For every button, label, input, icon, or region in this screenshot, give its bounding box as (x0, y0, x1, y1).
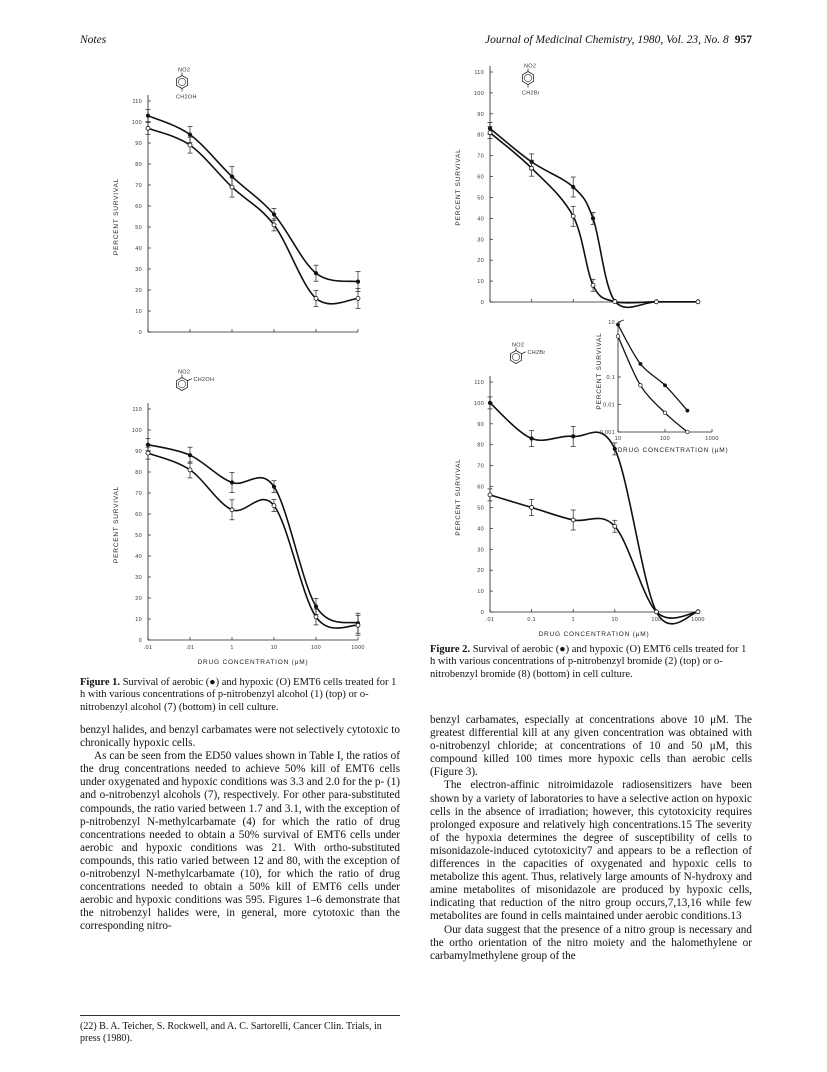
figure2-caption (430, 644, 752, 681)
x-tick-label: .01 (185, 645, 195, 651)
y-tick-label: 50 (135, 533, 142, 539)
inset-aerobic-point (639, 362, 643, 366)
y-tick-label: 110 (132, 99, 142, 105)
inset-hypoxic-point (686, 430, 690, 434)
y-tick-label: 90 (135, 449, 142, 455)
hypoxic-point (654, 300, 658, 304)
hypoxic-point (613, 524, 617, 528)
figure2-caption-label: Figure 2. (430, 644, 471, 655)
benzene-structure-icon (510, 343, 545, 364)
inset-hypoxic-point (639, 383, 643, 387)
hypoxic-point (488, 493, 492, 497)
y-tick-label: 70 (135, 491, 142, 497)
y-tick-label: 40 (135, 246, 142, 252)
benzene-ring (176, 76, 187, 89)
y-tick-label: 100 (131, 120, 142, 126)
y-axis-label: PERCENT SURVIVAL (113, 177, 120, 256)
hypoxic-point (696, 610, 700, 614)
hypoxic-point (230, 508, 234, 512)
aerobic-point (230, 480, 234, 484)
y-tick-label: 70 (477, 463, 484, 470)
journal-citation: Journal of Medicinal Chemistry, 1980, Vol. 23, No. 8 (485, 34, 729, 46)
y-tick-label: 60 (135, 512, 142, 518)
benzene-structure-icon (176, 370, 214, 391)
y-tick-label: 30 (477, 547, 484, 554)
x-tick-label: 100 (651, 617, 662, 623)
y-tick-label: 10 (135, 617, 142, 623)
x-tick-label: 1000 (691, 617, 705, 623)
aerobic-point (613, 447, 617, 451)
hypoxic-point (272, 504, 276, 508)
running-head-section: Notes (80, 34, 107, 46)
aromatic-circle (524, 74, 531, 81)
hypoxic-curve (490, 495, 698, 618)
hypoxic-point (146, 451, 150, 455)
bond-line (188, 379, 192, 381)
aerobic-point (146, 443, 150, 447)
substituent-no2-label: NO2 (524, 63, 537, 70)
aerobic-point (314, 604, 318, 608)
benzene-structure-icon (522, 64, 540, 97)
x-axis-label: DRUG CONCENTRATION (μM) (538, 631, 650, 638)
aerobic-point (272, 212, 276, 216)
inset-aerobic-point (686, 409, 690, 413)
y-tick-label: 100 (473, 400, 484, 407)
aerobic-point (314, 271, 318, 275)
inset-hypoxic-point (616, 335, 620, 339)
y-tick-label: 30 (477, 237, 484, 244)
hypoxic-point (272, 223, 276, 227)
hypoxic-point (530, 505, 534, 509)
footnote: (22) B. A. Teicher, S. Rockwell, and A. C. Sartorelli, Cancer Clin. Trials, in press (1980). (80, 1021, 382, 1044)
figure1-caption-text: Survival of aerobic (●) and hypoxic (O) EMT6 cells treated for 1 h with various concentrations of p-nitrobenzyl alcohol (1) (top) or o-nitrobenzyl alcohol (7) (bottom) in cell culture. (80, 677, 397, 713)
inset-y-tick-label: 0.1 (606, 375, 615, 381)
hypoxic-point (591, 283, 595, 287)
hypoxic-point (356, 296, 360, 300)
y-tick-label: 100 (131, 428, 142, 434)
benzene-structure-icon (176, 68, 197, 101)
inset-x-tick-label: 100 (659, 436, 671, 442)
y-tick-label: 80 (477, 442, 484, 449)
y-tick-label: 90 (477, 111, 484, 118)
inset-aerobic-curve (618, 325, 687, 411)
inset-hypoxic-curve (618, 336, 687, 432)
inset-y-tick-label: 0.01 (603, 402, 615, 409)
inset-hypoxic-point (663, 411, 667, 415)
left-paragraph-1: benzyl halides, and benzyl carbamates were not selectively cytotoxic to chronically hypoxic cells. (80, 724, 400, 750)
y-tick-label: 50 (477, 505, 484, 512)
x-tick-label: 1 (571, 617, 575, 623)
inset-x-tick-label: 1000 (705, 436, 719, 442)
y-tick-label: 30 (135, 575, 142, 581)
y-tick-label: 20 (135, 596, 142, 602)
substituent-no2-label: NO2 (512, 342, 525, 349)
x-tick-label: 100 (310, 645, 322, 651)
aerobic-point (188, 453, 192, 457)
inset-y-tick-label: 10 (608, 320, 615, 326)
y-tick-label: 30 (135, 267, 142, 273)
y-tick-label: 10 (477, 589, 484, 596)
y-tick-label: 60 (135, 204, 142, 210)
hypoxic-point (188, 468, 192, 472)
benzene-ring (522, 72, 533, 85)
inset-x-tick-label: 10 (614, 436, 622, 442)
y-tick-label: 20 (135, 288, 142, 294)
y-tick-label: 110 (474, 70, 484, 76)
inset-x-axis-label: DRUG CONCENTRATION (μM) (617, 447, 729, 454)
figure1-caption (80, 677, 400, 714)
substituent-no2-label: NO2 (178, 67, 191, 74)
aerobic-point (272, 485, 276, 489)
hypoxic-point (613, 300, 617, 304)
inset-aerobic-point (663, 383, 667, 387)
y-tick-label: 90 (477, 421, 484, 428)
x-tick-label: 1 (230, 645, 234, 651)
hypoxic-point (696, 300, 700, 304)
y-tick-label: 0 (480, 300, 484, 306)
y-tick-label: 80 (477, 132, 484, 139)
y-tick-label: 80 (135, 470, 142, 476)
substituent-ch2-label: CH2OH (193, 376, 215, 383)
left-paragraph-2: As can be seen from the ED50 values shown in Table I, the ratios of the drug concentrations needed to achieve 50% kill of EMT6 cells under oxygenated and hypoxic conditions was 3.3 and 2.0 for the p- (1) and o-nitrobenzyl alcohols (7), respectively. For other para-substituted compounds, the ratio varied between 1.7 and 3.1, with the exception of p-nitrobenzyl N-methylcarbamate (4) for which the ratio of drug concentrations needed to obtain a 50% survival of EMT6 cells under aerobic and hypoxic conditions was 21. With ortho-substituted compounds, this ratio varied between 12 and 80, with the exception of o-nitrobenzyl N-methylcarbamate (10), for which the ratio of drug concentrations needed to obtain a 50% kill of EMT6 cells under aerobic and hypoxic conditions was 595. Figures 1–6 demonstrate that the nitrobenzyl halides were, in general, more cytotoxic than the corresponding nitro- (80, 750, 401, 933)
right-paragraph-3: Our data suggest that the presence of a nitro group is necessary and the ortho orientation of the nitro moiety and the halomethylene or carbamylmethylene group of the (430, 923, 752, 962)
y-tick-label: 110 (132, 407, 142, 413)
aerobic-point (356, 280, 360, 284)
hypoxic-point (530, 166, 534, 170)
y-tick-label: 10 (477, 279, 484, 286)
aromatic-circle (512, 353, 519, 360)
y-tick-label: 0 (480, 610, 484, 616)
aerobic-curve (148, 116, 358, 282)
aerobic-point (591, 216, 595, 220)
aerobic-curve (148, 445, 358, 624)
y-tick-label: 40 (477, 216, 484, 223)
y-axis-label: PERCENT SURVIVAL (455, 458, 462, 536)
aerobic-point (146, 114, 150, 118)
x-tick-label: 0.1 (527, 617, 536, 623)
y-tick-label: 70 (135, 183, 142, 189)
substituent-ch2-label: CH2OH (176, 94, 197, 101)
aromatic-circle (178, 78, 185, 85)
x-tick-label: 10 (270, 645, 278, 651)
benzene-ring (176, 378, 187, 391)
x-tick-label: 1000 (351, 645, 365, 651)
hypoxic-point (146, 126, 150, 130)
y-tick-label: 40 (135, 554, 142, 560)
hypoxic-point (488, 131, 492, 135)
x-tick-label: 10 (611, 617, 619, 623)
right-paragraph-2: The electron-affinic nitroimidazole radiosensitizers have been shown by a variety of laboratories to have a selective action on hypoxic cells in the absence of irradiation; however, this cytotoxicity requires prolonged exposure and relatively high concentrations.15 The severity of the hypoxia determines the degree of susceptibility of cells to misonidazole-induced cytotoxicity7 and appears to be a reflection of differences in the capacities of oxygenated and hypoxic cells to metabolize this agent. Thus, relatively large amounts of N-hydroxy and amine metabolites of misonidazole are produced by hypoxic cells, indicating that reduction of the nitro group occurs,7,13,16 while few metabolites are found in cells maintained under aerobic conditions.13 (430, 779, 752, 923)
substituent-ch2-label: CH2Br (522, 90, 541, 97)
y-tick-label: 0 (138, 330, 142, 336)
right-paragraph-1: benzyl carbamates, especially at concentrations above 10 μM. The greatest differential kill at any given concentration was obtained with o-nitrobenzyl chloride; at concentrations of 10 and 50 μM, this compound killed 100 times more hypoxic cells than aerobic cells (Figure 3). (430, 714, 752, 779)
y-tick-label: 20 (477, 258, 484, 265)
y-tick-label: 10 (135, 309, 142, 315)
y-tick-label: 100 (473, 90, 484, 97)
x-axis-label: DRUG CONCENTRATION (μM) (197, 659, 309, 666)
hypoxic-point (188, 143, 192, 147)
hypoxic-point (571, 214, 575, 218)
footnote-rule (80, 1015, 400, 1016)
y-tick-label: 80 (135, 162, 142, 168)
substituent-ch2-label: CH2Br (527, 349, 546, 356)
y-tick-label: 110 (474, 380, 484, 386)
hypoxic-point (356, 623, 360, 627)
substituent-no2-label: NO2 (178, 369, 191, 376)
inset-y-tick-label: 0.001 (599, 430, 615, 436)
y-tick-label: 50 (135, 225, 142, 231)
inset-aerobic-point (616, 323, 620, 327)
bond-line (522, 352, 526, 354)
hypoxic-point (571, 518, 575, 522)
aerobic-point (571, 185, 575, 189)
aerobic-point (530, 436, 534, 440)
y-tick-label: 50 (477, 195, 484, 202)
y-tick-label: 40 (477, 526, 484, 533)
right-column-text (430, 714, 752, 963)
hypoxic-point (314, 296, 318, 300)
hypoxic-point (314, 615, 318, 619)
y-axis-label: PERCENT SURVIVAL (113, 485, 120, 564)
aerobic-point (488, 401, 492, 405)
hypoxic-point (230, 185, 234, 189)
aerobic-point (188, 133, 192, 137)
aromatic-circle (178, 380, 185, 387)
figure1-caption-label: Figure 1. (80, 677, 121, 688)
y-axis-label: PERCENT SURVIVAL (455, 148, 462, 226)
page-number: 957 (734, 34, 752, 46)
hypoxic-curve (148, 128, 358, 304)
y-tick-label: 60 (477, 174, 484, 181)
y-tick-label: 90 (135, 141, 142, 147)
hypoxic-point (654, 610, 658, 614)
x-tick-label: .01 (143, 645, 153, 651)
left-column-text (80, 724, 400, 934)
y-tick-label: 0 (138, 638, 142, 644)
y-tick-label: 70 (477, 153, 484, 160)
benzene-ring (510, 351, 521, 364)
y-tick-label: 60 (477, 484, 484, 491)
x-tick-label: .01 (485, 617, 495, 623)
y-tick-label: 20 (477, 568, 484, 575)
inset-y-axis-label: PERCENT SURVIVAL (596, 332, 603, 410)
figure2-caption-text: Survival of aerobic (●) and hypoxic (O) EMT6 cells treated for 1 h with various concentrations of p-nitrobenzyl bromide (2) (top) or o-nitrobenzyl bromide (8) (bottom) in cell culture. (430, 644, 747, 680)
aerobic-point (571, 434, 575, 438)
